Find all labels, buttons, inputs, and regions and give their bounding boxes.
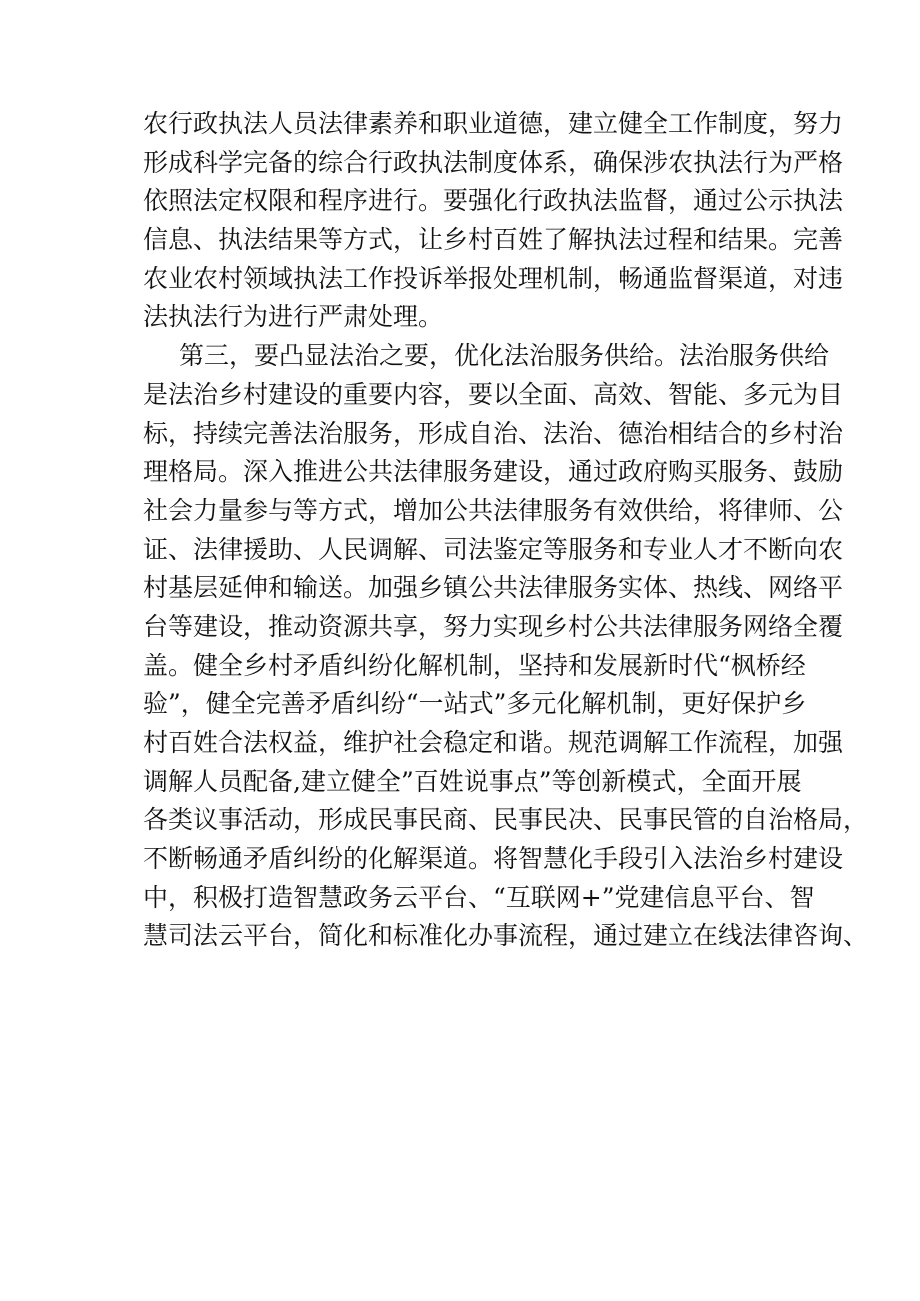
text-line: 证、法律援助、人民调解、司法鉴定等服务和专业人才不断向农 bbox=[143, 534, 844, 564]
text-line: 验”，健全完善矛盾纠纷“一站式”多元化解机制，更好保护乡 bbox=[143, 689, 807, 719]
text-line: 法执法行为进行严肃处理。 bbox=[143, 302, 444, 332]
text-line: 第三，要凸显法治之要，优化法治服务供给。法治服务供给 bbox=[179, 341, 830, 371]
text-line: 调解人员配备,建立健全”百姓说事点”等创新模式，全面开展 bbox=[143, 766, 802, 796]
text-line: 依照法定权限和程序进行。要强化行政执法监督，通过公示执法 bbox=[143, 186, 844, 216]
text-line: 中，积极打造智慧政务云平台、“互联网+”党建信息平台、智 bbox=[143, 882, 815, 912]
text-line: 信息、执法结果等方式，让乡村百姓了解执法过程和结果。完善 bbox=[143, 225, 844, 255]
paragraph-1 bbox=[143, 105, 844, 337]
text-line: 标，持续完善法治服务，形成自治、法治、德治相结合的乡村治 bbox=[143, 418, 844, 448]
paragraph-2 bbox=[143, 337, 869, 956]
text-line: 理格局。深入推进公共法律服务建设，通过政府购买服务、鼓励 bbox=[143, 457, 844, 487]
document-body bbox=[143, 105, 869, 956]
text-line: 农行政执法人员法律素养和职业道德，建立健全工作制度，努力 bbox=[143, 109, 844, 138]
text-line: 社会力量参与等方式，增加公共法律服务有效供给，将律师、公 bbox=[143, 495, 844, 525]
text-line: 形成科学完备的综合行政执法制度体系，确保涉农执法行为严格 bbox=[143, 147, 844, 177]
text-line: 是法治乡村建设的重要内容，要以全面、高效、智能、多元为目 bbox=[143, 379, 844, 409]
text-line: 台等建设，推动资源共享，努力实现乡村公共法律服务网络全覆 bbox=[143, 611, 844, 641]
text-line: 不断畅通矛盾纠纷的化解渠道。将智慧化手段引入法治乡村建设 bbox=[143, 844, 844, 874]
text-line: 村百姓合法权益，维护社会稳定和谐。规范调解工作流程，加强 bbox=[143, 728, 844, 757]
text-line: 各类议事活动，形成民事民商、民事民决、民事民管的自治格局， bbox=[143, 805, 869, 835]
text-line: 农业农村领域执法工作投诉举报处理机制，畅通监督渠道，对违 bbox=[143, 263, 844, 293]
text-line: 慧司法云平台，简化和标准化办事流程，通过建立在线法律咨询、 bbox=[143, 921, 869, 951]
text-line: 盖。健全乡村矛盾纠纷化解机制，坚持和发展新时代“枫桥经 bbox=[143, 650, 806, 680]
text-line: 村基层延伸和输送。加强乡镇公共法律服务实体、热线、网络平 bbox=[143, 573, 844, 603]
